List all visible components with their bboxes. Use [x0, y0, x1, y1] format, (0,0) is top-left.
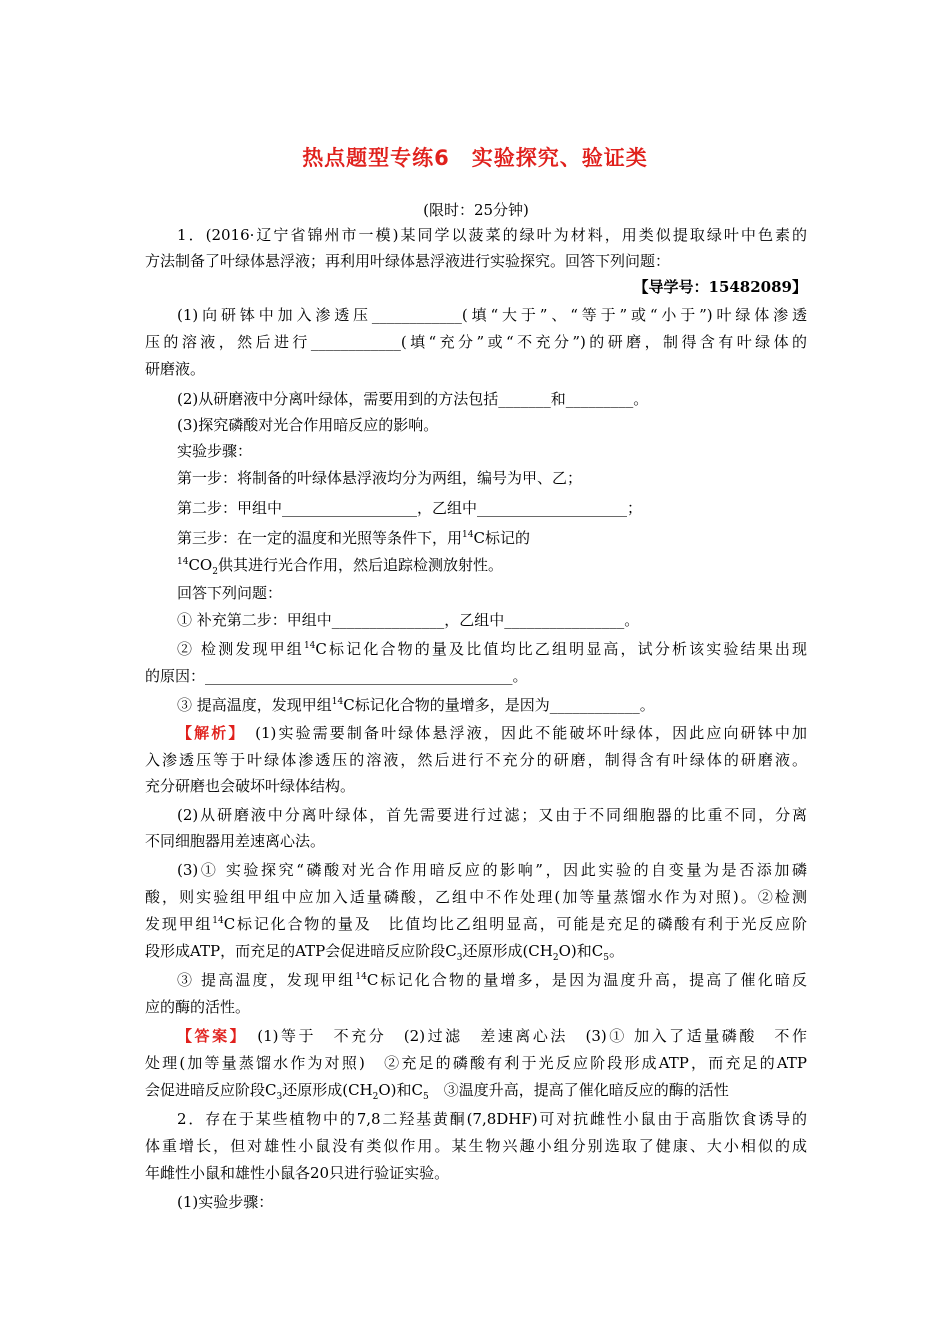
sub-question-2-line-1: ② 检测发现甲组$^{14}$C标记化合物的量及比值均比乙组明显高，试分析该实验结果出现	[177, 640, 807, 658]
q1-part1-line-3: 研磨液。	[145, 360, 206, 378]
answer-prompt: 回答下列问题：	[177, 584, 283, 602]
analysis-line-4: (2)从研磨液中分离叶绿体，首先需要进行过滤；又由于不同细胞器的比重不同，分离	[177, 806, 807, 824]
q2-line-1: 2．存在于某些植物中的7,8二羟基黄酮(7,8DHF)可对抗雌性小鼠由于高脂饮食诱导的	[177, 1110, 807, 1128]
analysis-line-8: 发现甲组$^{14}$C标记化合物的量及 比值均比乙组明显高，可能是充足的磷酸有利于光反应阶	[145, 915, 807, 933]
analysis-line-1: 【解析】 (1)实验需要制备叶绿体悬浮液，因此不能破坏叶绿体，因此应向研钵中加	[177, 724, 807, 742]
analysis-line-6: (3)① 实验探究“磷酸对光合作用暗反应的影响”，因此实验的自变量为是否添加磷	[177, 861, 807, 879]
q2-line-3: 年雌性小鼠和雄性小鼠各20只进行验证实验。	[145, 1164, 450, 1182]
time-limit: (限时：25分钟)	[423, 201, 529, 219]
sub-question-2-line-2: 的原因：_________________________________________。	[145, 667, 528, 685]
page-title: 热点题型专练6 实验探究、验证类	[302, 146, 648, 170]
step-3-line-1: 第三步：在一定的温度和光照等条件下，用$^{14}$C标记的	[177, 529, 530, 547]
analysis-line-3: 充分研磨也会破坏叶绿体结构。	[145, 777, 356, 795]
step-2: 第二步：甲组中__________________，乙组中____________________；	[177, 499, 643, 517]
answer-line-1: 【答案】 (1)等于 不充分 (2)过滤 差速离心法 (3)① 加入了适量磷酸 不作	[177, 1027, 807, 1045]
analysis-line-11: 应的酶的活性。	[145, 998, 251, 1016]
analysis-line-10: ③ 提高温度，发现甲组$^{14}$C标记化合物的量增多，是因为温度升高，提高了催化暗反	[177, 971, 807, 989]
q1-part2: (2)从研磨液中分离叶绿体，需要用到的方法包括_______和_________。	[177, 390, 649, 408]
q2-line-2: 体重增长，但对雄性小鼠没有类似作用。某生物兴趣小组分别选取了健康、大小相似的成	[145, 1137, 807, 1155]
q1-part1-line-1: (1)向研钵中加入渗透压____________(填“大于”、“等于”或“小于”)叶绿体渗透	[177, 306, 807, 324]
q1-stem-line-1: 1．(2016·辽宁省锦州市一模)某同学以菠菜的绿叶为材料，用类似提取绿叶中色素的	[177, 226, 807, 244]
answer-line-3: 会促进暗反应阶段$C_3$还原形成$(CH_2O)$和$C_5$ ③温度升高，提高了催化暗反应的酶的活性	[145, 1081, 729, 1102]
step-3-line-2: $^{14}CO_2$供其进行光合作用，然后追踪检测放射性。	[177, 556, 503, 577]
q1-part3: (3)探究磷酸对光合作用暗反应的影响。	[177, 416, 439, 434]
step-1: 第一步：将制备的叶绿体悬浮液均分为两组，编号为甲、乙；	[177, 469, 583, 487]
q1-stem-line-2: 方法制备了叶绿体悬浮液；再利用叶绿体悬浮液进行实验探究。回答下列问题：	[145, 252, 671, 270]
analysis-line-9: 段形成ATP，而充足的ATP会促进暗反应阶段$C_3$还原形成$(CH_2O)$和$C_5$。	[145, 942, 624, 963]
guide-number: 【导学号：15482089】	[633, 278, 807, 296]
answer-line-2: 处理(加等量蒸馏水作为对照) ②充足的磷酸有利于光反应阶段形成ATP，而充足的ATP	[145, 1054, 807, 1072]
sub-question-1: ① 补充第二步：甲组中_______________，乙组中________________。	[177, 611, 640, 629]
analysis-tag: 【解析】	[177, 724, 238, 742]
steps-label: 实验步骤：	[177, 442, 253, 460]
q1-part1-line-2: 压的溶液，然后进行____________(填“充分”或“不充分”)的研磨，制得含有叶绿体的	[145, 333, 807, 351]
analysis-line-2: 入渗透压等于叶绿体渗透压的溶液，然后进行不充分的研磨，制得含有叶绿体的研磨液。	[145, 751, 807, 769]
answer-tag: 【答案】	[177, 1027, 240, 1045]
sub-question-3: ③ 提高温度，发现甲组$^{14}$C标记化合物的量增多，是因为____________。	[177, 696, 655, 714]
analysis-line-5: 不同细胞器用差速离心法。	[145, 832, 326, 850]
analysis-line-7: 酸，则实验组甲组中应加入适量磷酸，乙组中不作处理(加等量蒸馏水作为对照)。②检测	[145, 888, 807, 906]
q2-line-4: (1)实验步骤：	[177, 1193, 274, 1211]
